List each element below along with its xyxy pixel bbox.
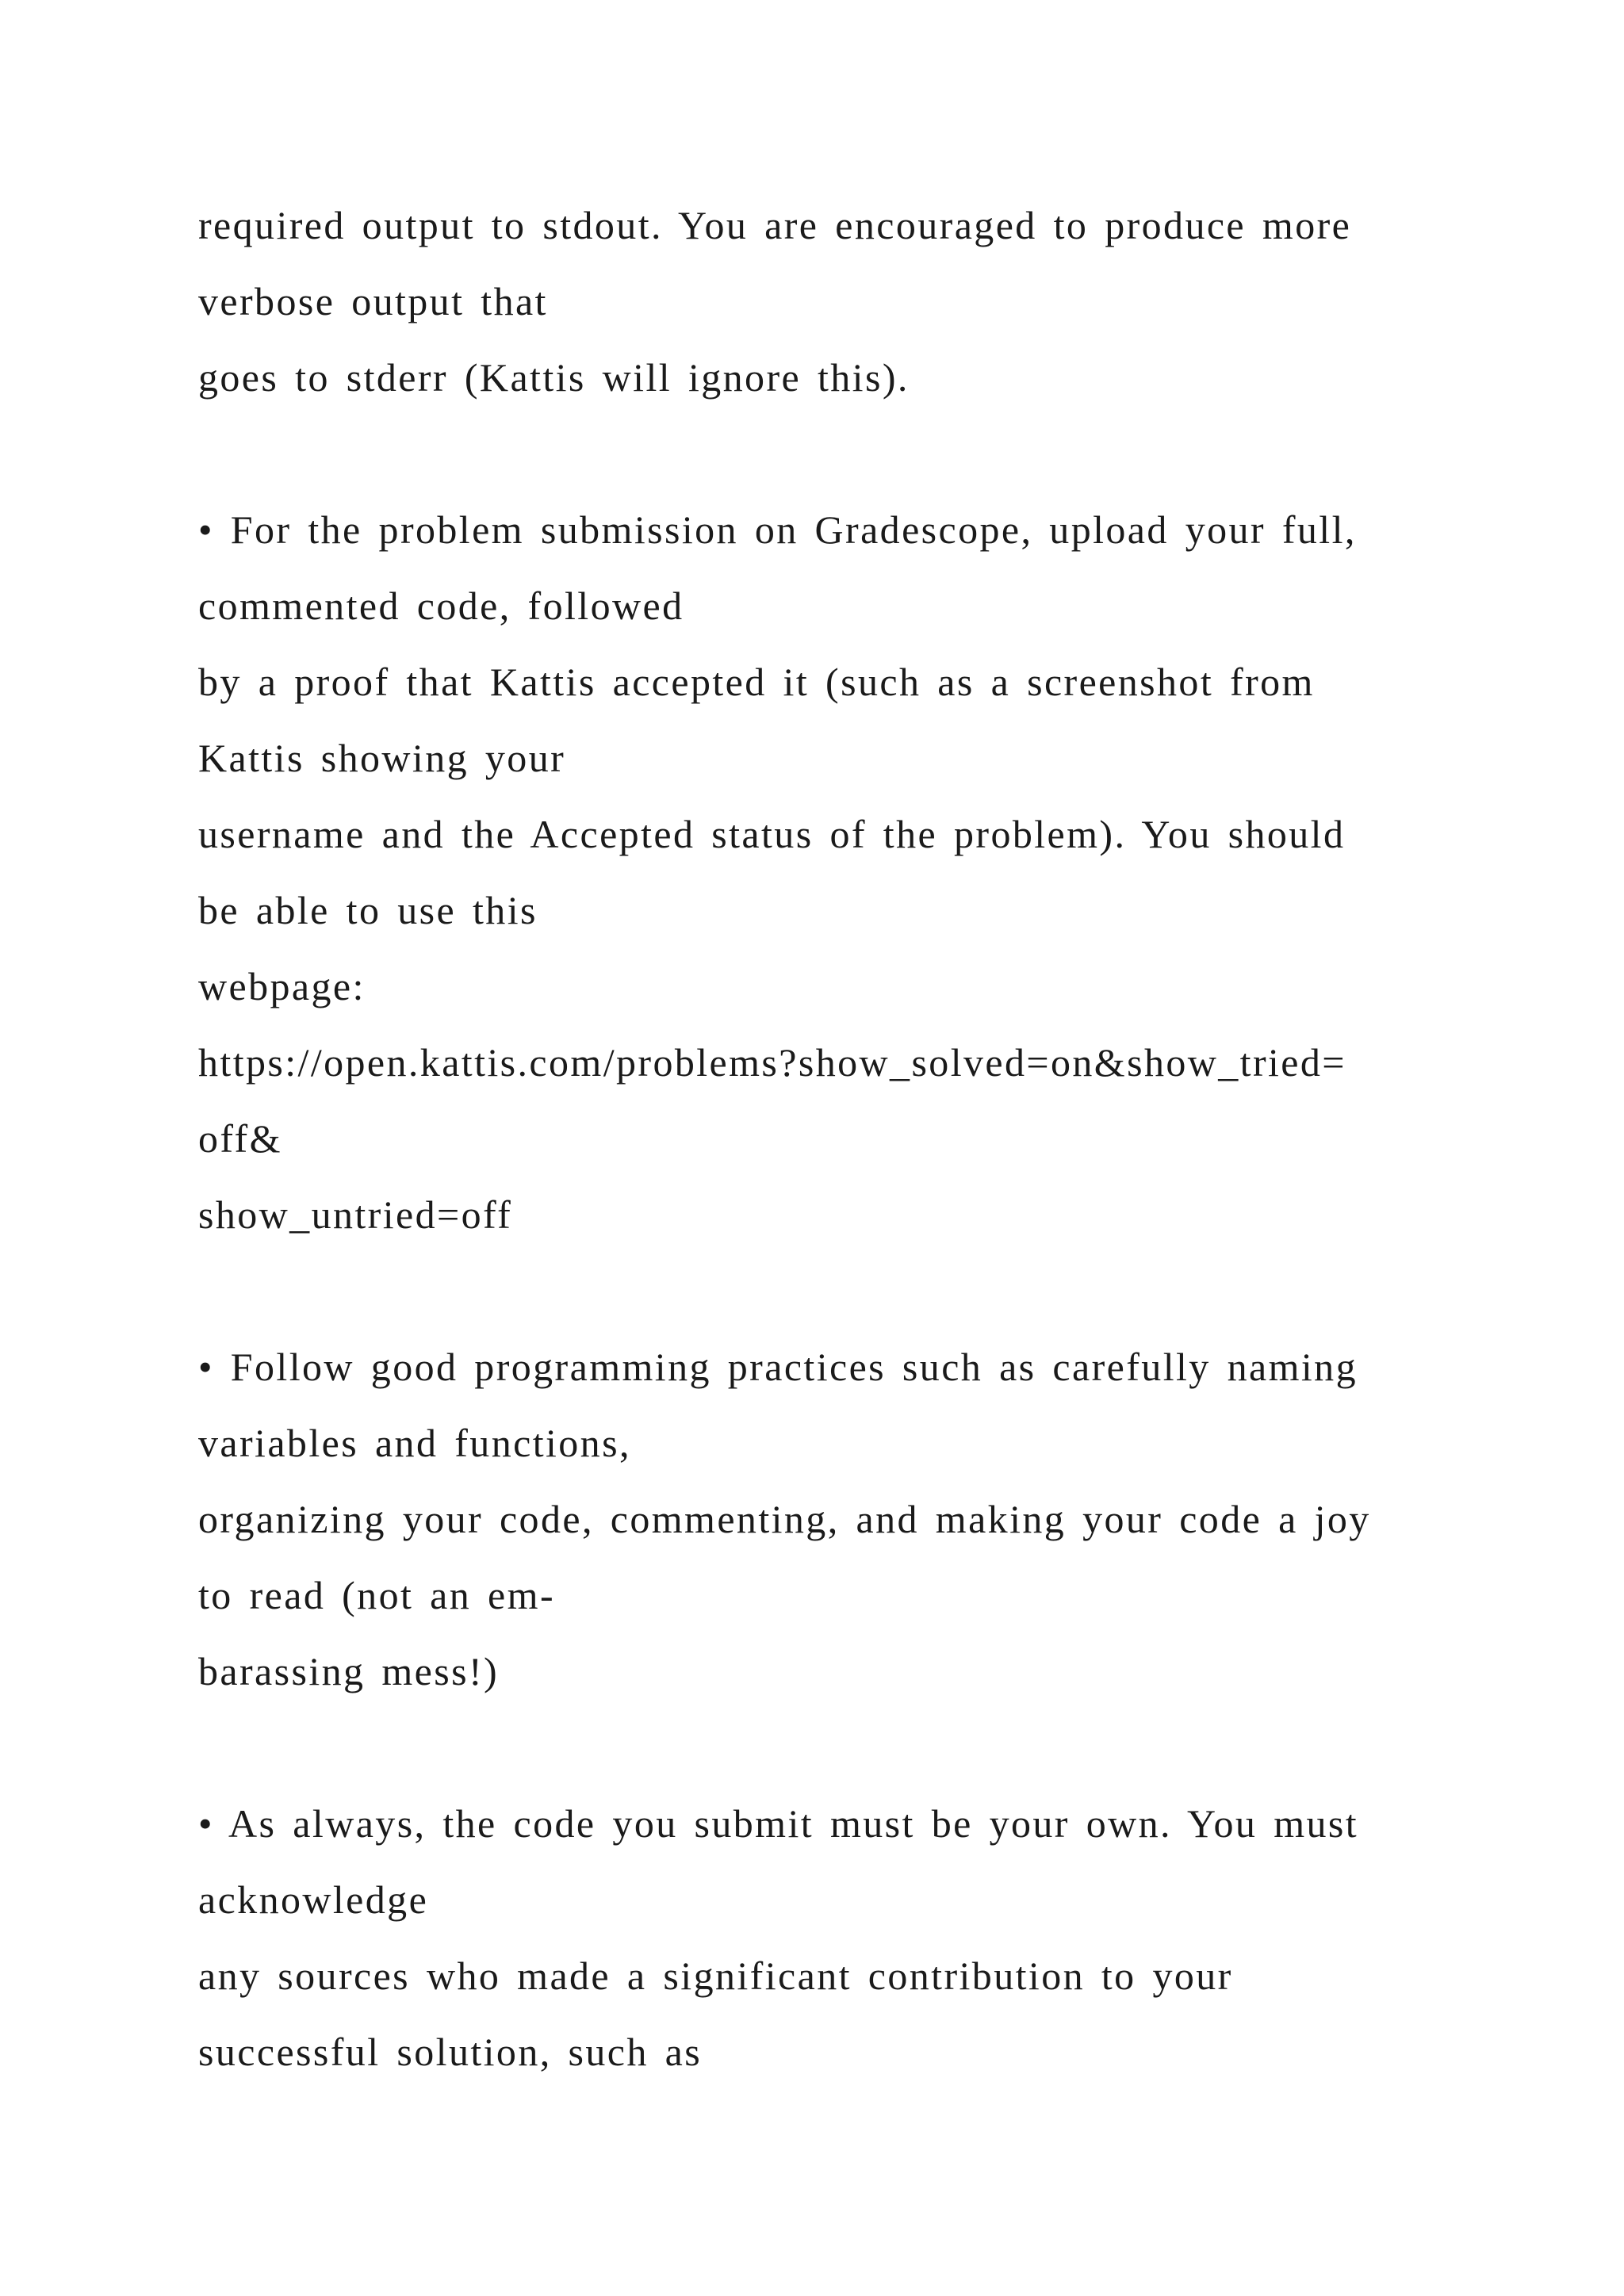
text-line: organizing your code, commenting, and making your code a joy bbox=[198, 1497, 1371, 1541]
document-body bbox=[198, 187, 1507, 2166]
kattis-url-line: show_untried=off bbox=[198, 1192, 513, 1237]
paragraph-gradescope-submission bbox=[198, 492, 1507, 1253]
paragraph-output-instructions bbox=[198, 187, 1507, 415]
text-line: • Follow good programming practices such as carefully naming bbox=[198, 1345, 1358, 1389]
text-line: webpage: bbox=[198, 964, 366, 1008]
text-line: acknowledge bbox=[198, 1877, 429, 1922]
text-line: barassing mess!) bbox=[198, 1649, 500, 1693]
text-line: required output to stdout. You are encouraged to produce more bbox=[198, 203, 1352, 247]
text-line: • For the problem submission on Gradescope, upload your full, bbox=[198, 507, 1357, 552]
text-line: username and the Accepted status of the problem). You should bbox=[198, 812, 1346, 856]
text-line: any sources who made a significant contribution to your bbox=[198, 1954, 1233, 1998]
text-line: successful solution, such as bbox=[198, 2030, 703, 2074]
paragraph-academic-integrity bbox=[198, 1785, 1507, 2090]
text-line: verbose output that bbox=[198, 279, 548, 323]
text-line: • As always, the code you submit must be your own. You must bbox=[198, 1801, 1359, 1846]
text-line: Kattis showing your bbox=[198, 736, 566, 780]
kattis-url-line: off& bbox=[198, 1116, 282, 1161]
kattis-url-line: https://open.kattis.com/problems?show_solved=on&show_tried= bbox=[198, 1040, 1346, 1085]
text-line: to read (not an em- bbox=[198, 1573, 555, 1617]
text-line: goes to stderr (Kattis will ignore this). bbox=[198, 355, 910, 400]
text-line: be able to use this bbox=[198, 888, 538, 932]
text-line: commented code, followed bbox=[198, 584, 684, 628]
text-line: variables and functions, bbox=[198, 1421, 631, 1465]
paragraph-programming-practices bbox=[198, 1329, 1507, 1709]
text-line: by a proof that Kattis accepted it (such as a screenshot from bbox=[198, 660, 1315, 704]
